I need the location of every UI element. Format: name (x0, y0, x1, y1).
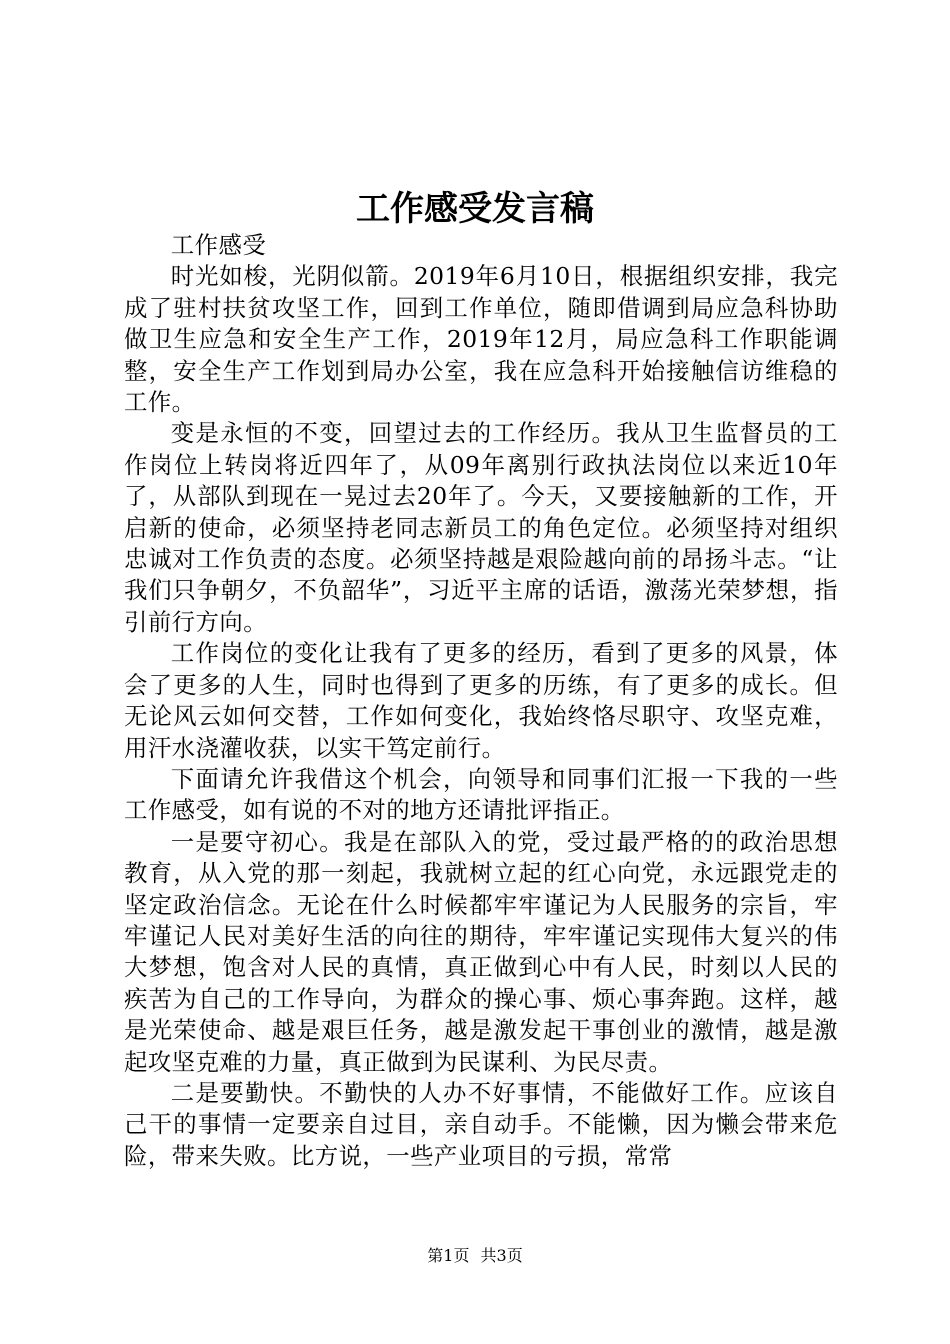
paragraph-subtitle: 工作感受 (170, 231, 267, 259)
paragraph: 一是要守初心。我是在部队入的党，受过最严格的的政治思想教育，从入党的那一刻起，我就树立起的红心向党，永远跟党走的坚定政治信念。无论在什么时候都牢牢谨记为人民服务的宗旨，牢牢谨记人民对美好生活的向往的期待，牢牢谨记实现伟大复兴的伟大梦想，饱含对人民的真情，真正做到心中有人民，时刻以人民的疾苦为自己的工作导向，为群众的操心事、烦心事奔跑。这样，越是光荣使命、越是艰巨任务，越是激发起干事创业的激情，越是激起攻坚克难的力量，真正做到为民谋利、为民尽责。 (124, 827, 838, 1076)
paragraph: 二是要勤快。不勤快的人办不好事情，不能做好工作。应该自己干的事情一定要亲自过目，亲自动手。不能懒，因为懒会带来危险，带来失败。比方说，一些产业项目的亏损，常常 (124, 1078, 838, 1170)
document-body (124, 230, 838, 1172)
paragraph: 变是永恒的不变，回望过去的工作经历。我从卫生监督员的工作岗位上转岗将近四年了，从09年离别行政执法岗位以来近10年了，从部队到现在一晃过去20年了。今天，又要接触新的工作，开启新的使命，必须坚持老同志新员工的角色定位。必须坚持对组织忠诚对工作负责的态度。必须坚持越是艰险越向前的昂扬斗志。“让我们只争朝夕，不负韶华”，习近平主席的话语，激荡光荣梦想，指引前行方向。 (124, 419, 838, 636)
page-number: 第1页 (427, 1246, 470, 1265)
paragraph: 下面请允许我借这个机会，向领导和同事们汇报一下我的一些工作感受，如有说的不对的地方还请批评指正。 (124, 764, 838, 825)
paragraph: 工作岗位的变化让我有了更多的经历，看到了更多的风景，体会了更多的人生，同时也得到了更多的历练，有了更多的成长。但无论风云如何交替，工作如何变化，我始终恪尽职守、攻坚克难，用汗水浇灌收获，以实干笃定前行。 (124, 639, 838, 762)
page-total: 共3页 (480, 1246, 523, 1265)
paragraph: 时光如梭，光阴似箭。2019年6月10日，根据组织安排，我完成了驻村扶贫攻坚工作，回到工作单位，随即借调到局应急科协助做卫生应急和安全生产工作，2019年12月，局应急科工作职能调整，安全生产工作划到局办公室，我在应急科开始接触信访维稳的工作。 (124, 262, 838, 417)
page-footer (0, 1244, 950, 1268)
document-title: 工作感受发言稿 (356, 189, 594, 229)
